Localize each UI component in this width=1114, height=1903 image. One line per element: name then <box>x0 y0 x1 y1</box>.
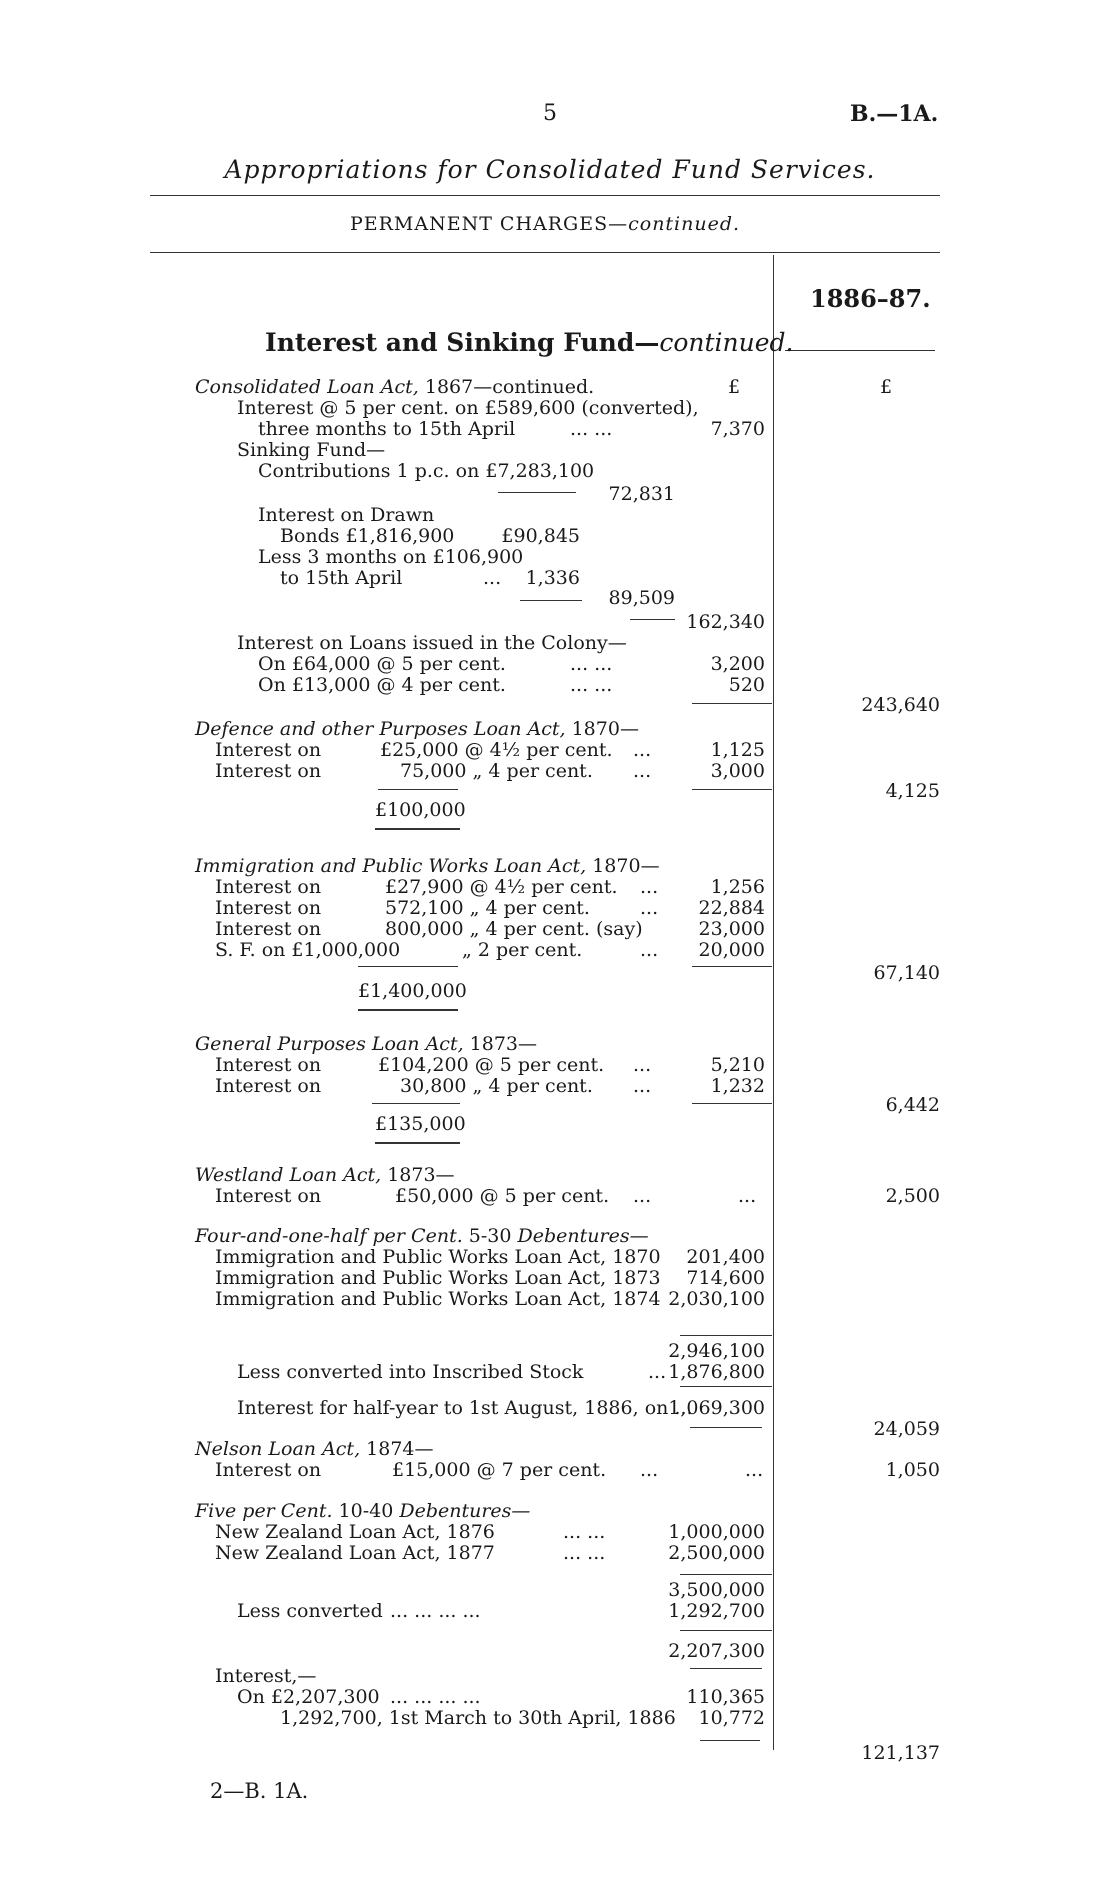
interest-on-net: On £2,207,300 <box>237 1686 380 1708</box>
rule <box>692 703 772 704</box>
westland-total: 2,500 <box>885 1185 940 1207</box>
dots: ... ... ... ... <box>390 1600 481 1622</box>
interest-heading: Interest,— <box>215 1665 317 1687</box>
rule <box>690 1427 762 1428</box>
colony-loan-2: On £13,000 @ 4 per cent. <box>258 674 506 696</box>
defence-row-1-label: Interest on <box>215 739 322 761</box>
currency-column-b: £ <box>880 376 893 398</box>
rule <box>692 1103 772 1104</box>
consolidated-heading: Consolidated Loan Act, 1867—continued. <box>195 376 595 398</box>
less-converted-amount: 1,292,700 <box>668 1600 765 1622</box>
dots: ... <box>633 1075 652 1097</box>
debenture-1870-label: Immigration and Public Works Loan Act, 1870 <box>215 1246 661 1268</box>
dots: ... <box>640 897 659 919</box>
general-row-2-value: 1,232 <box>710 1075 765 1097</box>
year-column-header: 1886–87. <box>810 284 931 313</box>
dots: ... <box>640 876 659 898</box>
page-number: 5 <box>543 101 557 126</box>
defence-heading: Defence and other Purposes Loan Act, 1870— <box>195 718 639 740</box>
dots: ... <box>640 939 659 961</box>
debenture-1874-value: 2,030,100 <box>668 1288 765 1310</box>
four-and-half-total: 24,059 <box>873 1418 940 1440</box>
immigration-row-1-value: 1,256 <box>710 876 765 898</box>
general-row-1-amount: £104,200 @ 5 per cent. <box>378 1054 605 1076</box>
dots: ... <box>745 1459 764 1481</box>
immigration-1870-total: 67,140 <box>873 962 940 984</box>
rule <box>372 1103 460 1104</box>
dots: ... <box>738 1185 757 1207</box>
rule <box>692 966 772 967</box>
debenture-1870-value: 201,400 <box>686 1246 765 1268</box>
interest-on-net-value: 110,365 <box>686 1686 765 1708</box>
signature-mark: 2—B. 1A. <box>210 1779 309 1803</box>
year-header-rule <box>785 350 935 351</box>
consolidated-three-months: three months to 15th April <box>258 418 516 440</box>
contributions-line: Contributions 1 p.c. on £7,283,100 <box>258 460 595 482</box>
dots: ... <box>633 760 652 782</box>
nelson-amount: £15,000 @ 7 per cent. <box>392 1459 607 1481</box>
colony-loan-2-amount: 520 <box>728 674 765 696</box>
immigration-1870-heading: Immigration and Public Works Loan Act, 1870— <box>195 855 660 877</box>
general-row-1-value: 5,210 <box>710 1054 765 1076</box>
consolidated-total: 243,640 <box>861 694 940 716</box>
general-principal-sum: £135,000 <box>375 1113 466 1135</box>
drawn-bonds-line-2: Bonds £1,816,900 <box>280 525 455 547</box>
dots: ... ... <box>570 674 613 696</box>
nz-loan-1877-label: New Zealand Loan Act, 1877 <box>215 1542 495 1564</box>
nz-loan-1876-label: New Zealand Loan Act, 1876 <box>215 1521 495 1543</box>
dots: ... ... <box>570 418 613 440</box>
debentures-sum: 2,946,100 <box>668 1340 765 1362</box>
immigration-row-4-value: 20,000 <box>698 939 765 961</box>
consolidated-interest-line: Interest @ 5 per cent. on £589,600 (converted), <box>237 397 699 419</box>
dots: ... <box>640 1459 659 1481</box>
half-year-interest-value: 1,069,300 <box>668 1397 765 1419</box>
rule <box>498 492 576 493</box>
page-subtitle: PERMANENT CHARGES—continued. <box>349 213 741 235</box>
rule <box>375 828 460 830</box>
less-three-months-line-1: Less 3 months on £106,900 <box>258 546 524 568</box>
debenture-1873-label: Immigration and Public Works Loan Act, 1873 <box>215 1267 661 1289</box>
westland-amount: £50,000 @ 5 per cent. <box>395 1185 610 1207</box>
immigration-row-3-label: Interest on <box>215 918 322 940</box>
general-row-2-amount: 30,800 „ 4 per cent. <box>400 1075 593 1097</box>
nz-loan-1876-value: 1,000,000 <box>668 1521 765 1543</box>
five-percent-total: 121,137 <box>861 1742 940 1764</box>
consolidated-interest-amount: 7,370 <box>710 418 765 440</box>
title-rule <box>150 195 940 196</box>
nelson-label: Interest on <box>215 1459 322 1481</box>
drawn-net-amount: 89,509 <box>608 587 675 609</box>
rule <box>378 789 458 790</box>
westland-label: Interest on <box>215 1185 322 1207</box>
less-converted-inscribed: Less converted into Inscribed Stock <box>237 1361 584 1383</box>
dots: ... <box>633 1185 652 1207</box>
general-purposes-heading: General Purposes Loan Act, 1873— <box>195 1033 538 1055</box>
currency-column-a: £ <box>728 376 741 398</box>
interest-converted-value: 10,772 <box>698 1707 765 1729</box>
defence-total: 4,125 <box>885 780 940 802</box>
rule <box>690 1668 762 1669</box>
colony-loan-1-amount: 3,200 <box>710 653 765 675</box>
defence-row-2-label: Interest on <box>215 760 322 782</box>
immigration-row-2-amount: 572,100 „ 4 per cent. <box>385 897 590 919</box>
nelson-heading: Nelson Loan Act, 1874— <box>195 1438 434 1460</box>
five-percent-debentures-heading: Five per Cent. 10-40 Debentures— <box>195 1500 531 1522</box>
sinking-fund-label: Sinking Fund— <box>237 439 386 461</box>
dots: ... <box>648 1361 667 1383</box>
debenture-1874-label: Immigration and Public Works Loan Act, 1874 <box>215 1288 661 1310</box>
colony-loan-1: On £64,000 @ 5 per cent. <box>258 653 506 675</box>
sinking-fund-subtotal: 162,340 <box>686 611 765 633</box>
dots: ... ... <box>563 1521 606 1543</box>
less-converted-label: Less converted <box>237 1600 383 1622</box>
rule <box>680 1386 772 1387</box>
immigration-row-2-value: 22,884 <box>698 897 765 919</box>
immigration-row-4-label: S. F. on £1,000,000 <box>215 939 401 961</box>
immigration-row-1-label: Interest on <box>215 876 322 898</box>
less-three-months-line-2: to 15th April <box>280 567 403 589</box>
less-amount: 1,336 <box>525 567 580 589</box>
defence-row-1-value: 1,125 <box>710 739 765 761</box>
rule <box>700 1740 760 1741</box>
rule <box>358 1009 458 1011</box>
colony-loans-heading: Interest on Loans issued in the Colony— <box>237 632 627 654</box>
dots: ... <box>633 1054 652 1076</box>
less-converted-value: 1,876,800 <box>668 1361 765 1383</box>
immigration-row-2-label: Interest on <box>215 897 322 919</box>
defence-row-2-amount: 75,000 „ 4 per cent. <box>400 760 593 782</box>
nelson-total: 1,050 <box>885 1459 940 1481</box>
four-and-half-debentures-heading: Four-and-one-half per Cent. 5-30 Debentures— <box>195 1225 649 1247</box>
dots: ... ... <box>570 653 613 675</box>
immigration-row-3-value: 23,000 <box>698 918 765 940</box>
defence-principal-sum: £100,000 <box>375 799 466 821</box>
rule <box>680 1335 772 1336</box>
defence-row-1-amount: £25,000 @ 4½ per cent. <box>380 739 613 761</box>
contributions-amount: 72,831 <box>608 483 675 505</box>
defence-row-2-value: 3,000 <box>710 760 765 782</box>
immigration-row-3-amount: 800,000 „ 4 per cent. (say) <box>385 918 643 940</box>
page-title: Appropriations for Consolidated Fund Services. <box>224 155 876 184</box>
general-purposes-total: 6,442 <box>885 1094 940 1116</box>
document-code: B.—1A. <box>850 101 939 127</box>
column-divider <box>773 255 774 1750</box>
dots: ... ... ... ... <box>390 1686 481 1708</box>
rule <box>692 789 772 790</box>
nz-loans-sum: 3,500,000 <box>668 1579 765 1601</box>
dots: ... ... <box>563 1542 606 1564</box>
immigration-principal-sum: £1,400,000 <box>358 980 467 1002</box>
subtitle-rule <box>150 252 940 253</box>
interest-converted-period: 1,292,700, 1st March to 30th April, 1886 <box>280 1707 676 1729</box>
rule <box>680 1574 772 1575</box>
immigration-row-4-amount: „ 2 per cent. <box>462 939 583 961</box>
dots: ... <box>483 567 502 589</box>
immigration-row-1-amount: £27,900 @ 4½ per cent. <box>385 876 618 898</box>
nz-loan-1877-value: 2,500,000 <box>668 1542 765 1564</box>
rule <box>358 966 458 967</box>
debenture-1873-value: 714,600 <box>686 1267 765 1289</box>
general-row-1-label: Interest on <box>215 1054 322 1076</box>
westland-heading: Westland Loan Act, 1873— <box>195 1164 455 1186</box>
rule <box>680 1630 772 1631</box>
drawn-bonds-line-1: Interest on Drawn <box>258 504 435 526</box>
section-title: Interest and Sinking Fund—continued. <box>265 328 794 357</box>
general-row-2-label: Interest on <box>215 1075 322 1097</box>
half-year-interest-line: Interest for half-year to 1st August, 1886, on ... <box>237 1397 693 1419</box>
nz-loans-net: 2,207,300 <box>668 1640 765 1662</box>
dots: ... <box>633 739 652 761</box>
rule <box>375 1142 460 1144</box>
drawn-bonds-amount: £90,845 <box>501 525 580 547</box>
